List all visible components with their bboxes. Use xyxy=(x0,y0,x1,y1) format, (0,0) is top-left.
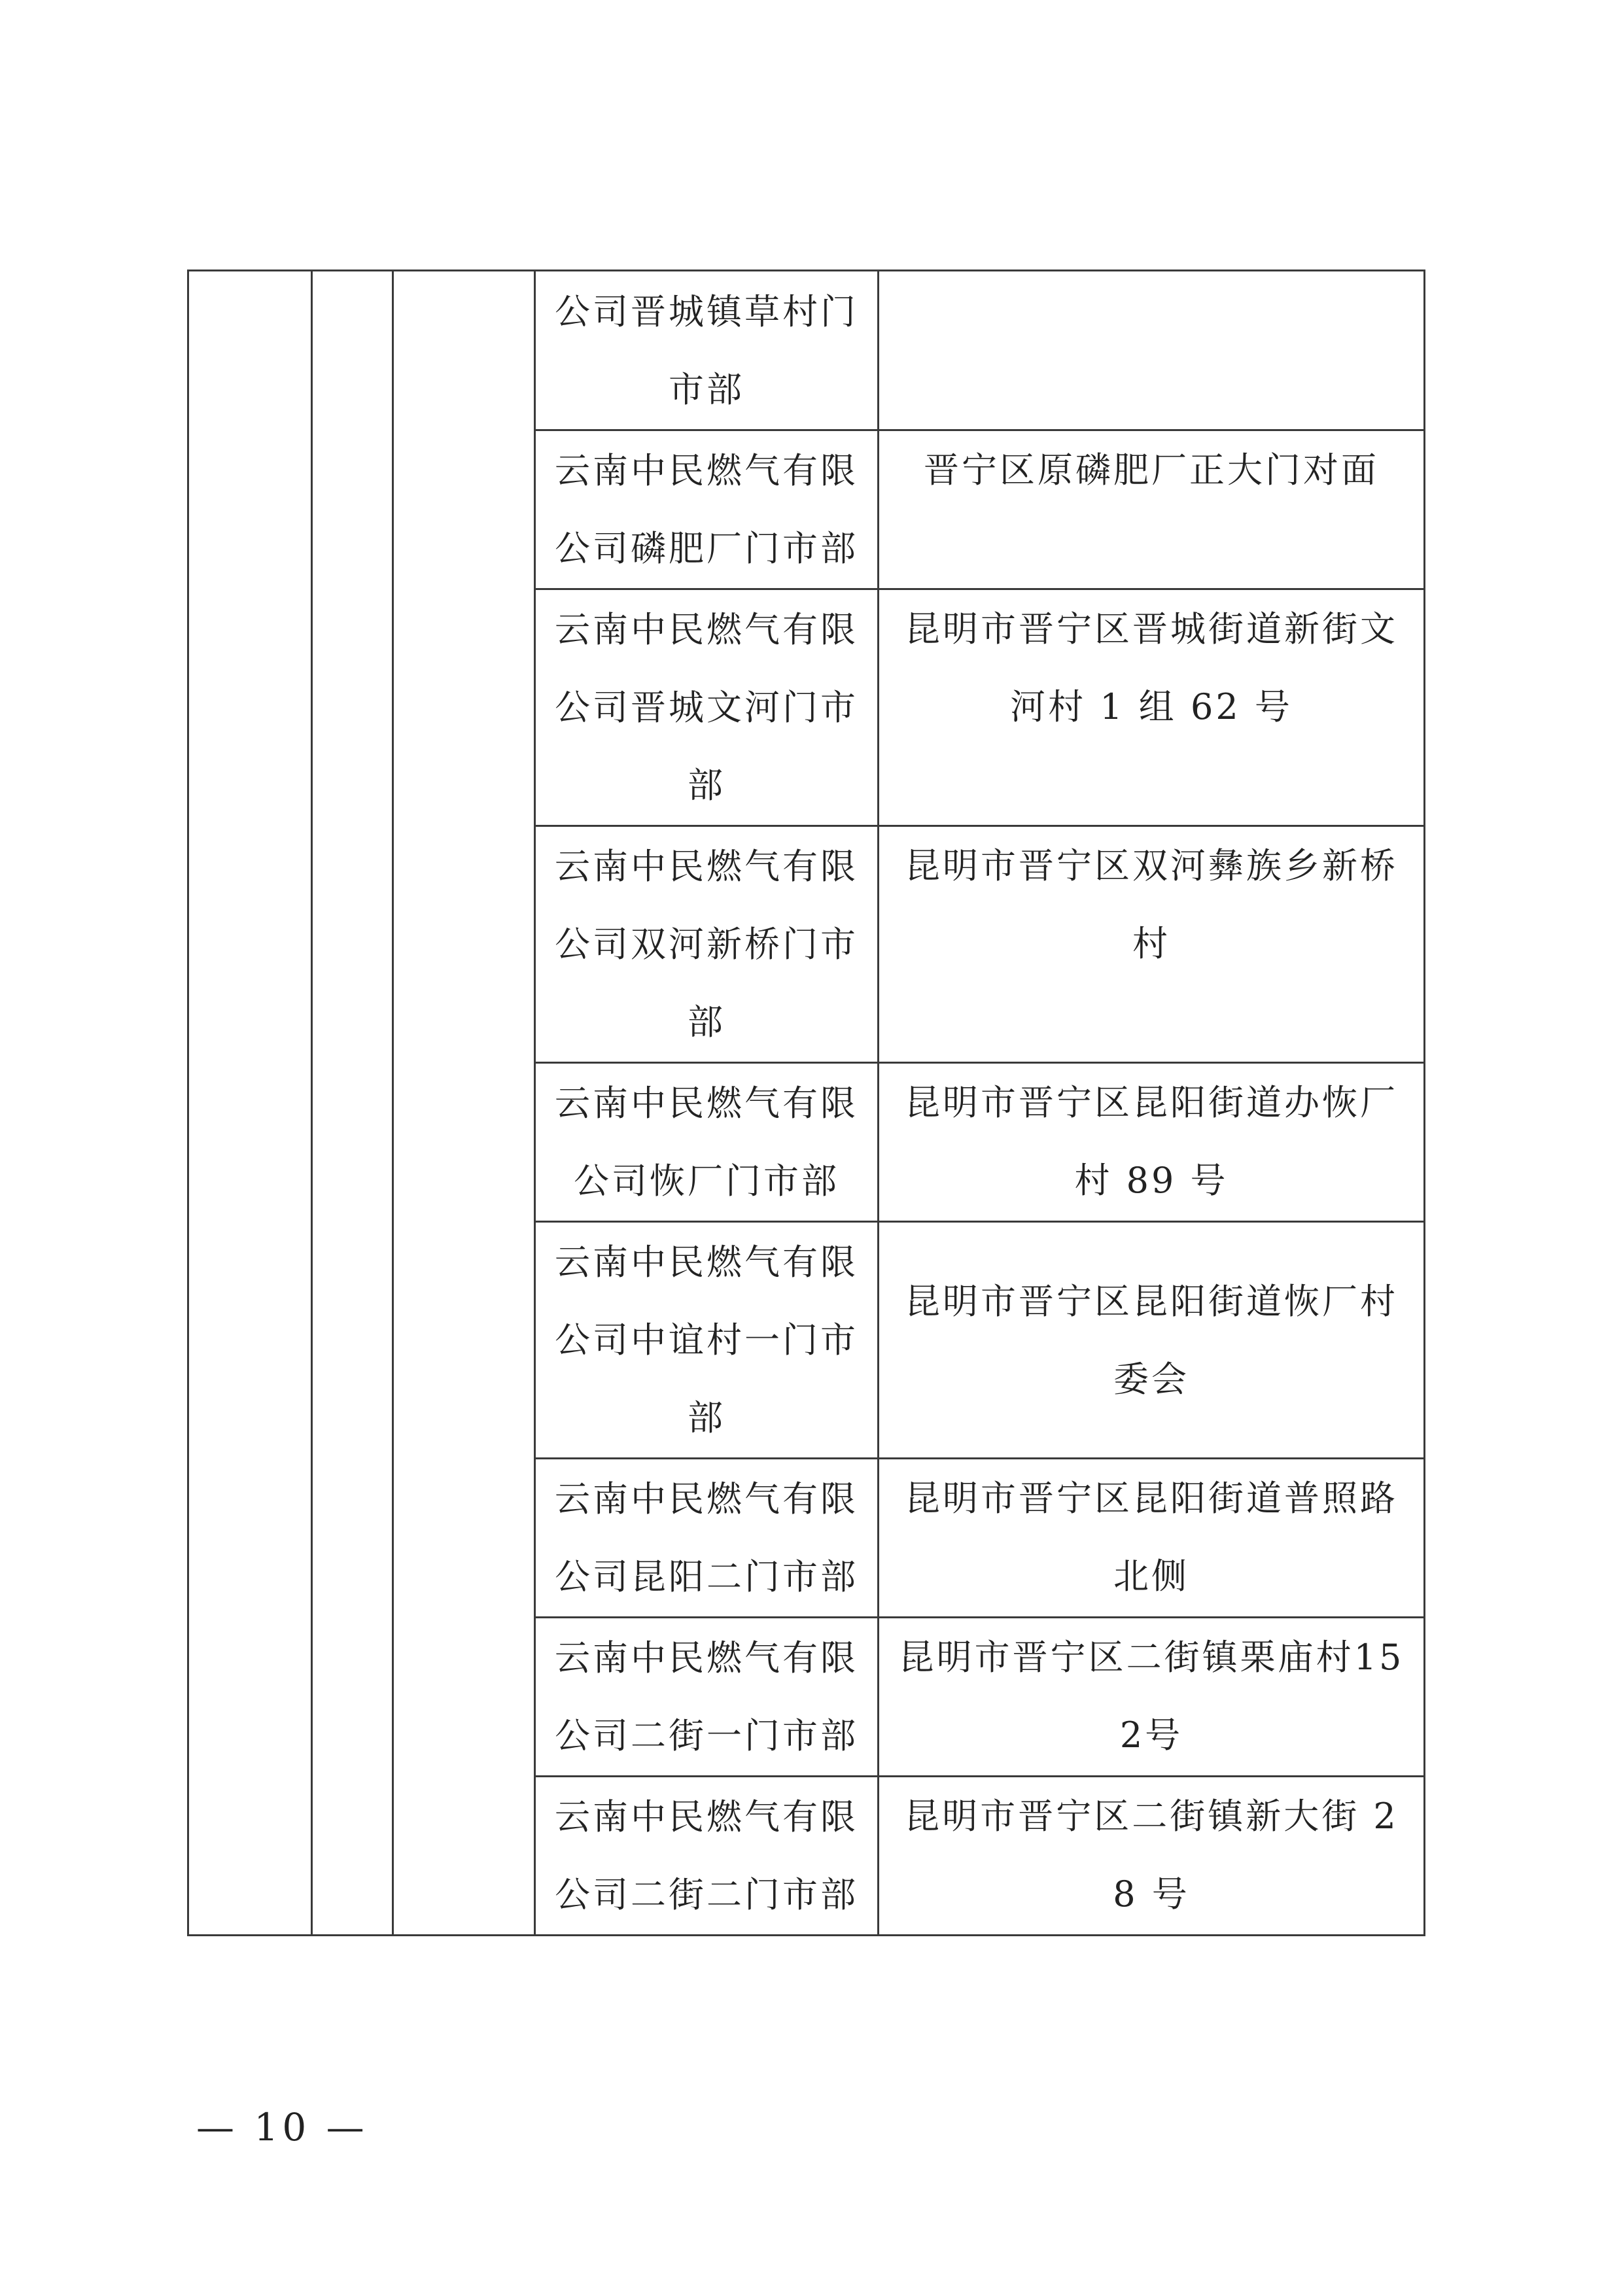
outlet-name-cell xyxy=(535,1459,879,1618)
outlet-name-cell xyxy=(535,826,879,1063)
page-number: — 10 — xyxy=(196,2105,368,2149)
outlet-name: 公司晋城镇草村门市部 xyxy=(555,290,858,410)
table-row xyxy=(188,271,1425,430)
outlet-address-cell xyxy=(879,1459,1425,1618)
outlet-address-cell xyxy=(879,826,1425,1063)
outlet-name-cell xyxy=(535,1777,879,1936)
outlet-address-cell xyxy=(879,271,1425,430)
merged-column-1 xyxy=(188,271,312,1936)
outlet-name-cell xyxy=(535,1063,879,1222)
outlet-table xyxy=(187,270,1425,1936)
outlet-name-cell xyxy=(535,589,879,826)
outlet-name-cell xyxy=(535,1222,879,1459)
outlet-address-cell xyxy=(879,1063,1425,1222)
outlet-address: 昆明市晋宁区二街镇栗庙村152号 xyxy=(898,1637,1405,1756)
merged-column-2 xyxy=(312,271,393,1936)
outlet-name: 云南中民燃气有限公司磷肥厂门市部 xyxy=(555,450,858,569)
outlet-name-cell xyxy=(535,1618,879,1777)
outlet-address: 昆明市晋宁区二街镇新大街 28 号 xyxy=(904,1796,1399,1915)
outlet-address: 晋宁区原磷肥厂正大门对面 xyxy=(924,449,1379,491)
outlet-name: 云南中民燃气有限公司昆阳二门市部 xyxy=(555,1478,858,1597)
outlet-address-cell xyxy=(879,1618,1425,1777)
outlet-address: 昆明市晋宁区昆阳街道普照路北侧 xyxy=(905,1478,1398,1597)
outlet-name: 云南中民燃气有限公司双河新桥门市部 xyxy=(555,846,858,1043)
outlet-address: 昆明市晋宁区昆阳街道恢厂村委会 xyxy=(905,1280,1398,1400)
outlet-name: 云南中民燃气有限公司二街一门市部 xyxy=(555,1637,858,1756)
outlet-name: 云南中民燃气有限公司二街二门市部 xyxy=(555,1796,858,1915)
outlet-name: 云南中民燃气有限公司晋城文河门市部 xyxy=(555,609,858,806)
outlet-name: 云南中民燃气有限公司恢厂门市部 xyxy=(555,1083,858,1202)
outlet-name-cell xyxy=(535,271,879,430)
outlet-address-cell xyxy=(879,589,1425,826)
outlet-address: 昆明市晋宁区昆阳街道办恢厂村 89 号 xyxy=(905,1082,1398,1201)
outlet-address: 昆明市晋宁区双河彝族乡新桥村 xyxy=(905,845,1398,964)
outlet-address-cell xyxy=(879,1777,1425,1936)
outlet-name: 云南中民燃气有限公司中谊村一门市部 xyxy=(555,1242,858,1438)
outlet-address-cell xyxy=(879,1222,1425,1459)
outlet-address: 昆明市晋宁区晋城街道新街文河村 1 组 62 号 xyxy=(905,608,1398,727)
outlet-address-cell xyxy=(879,430,1425,589)
merged-column-3 xyxy=(393,271,535,1936)
outlet-name-cell xyxy=(535,430,879,589)
